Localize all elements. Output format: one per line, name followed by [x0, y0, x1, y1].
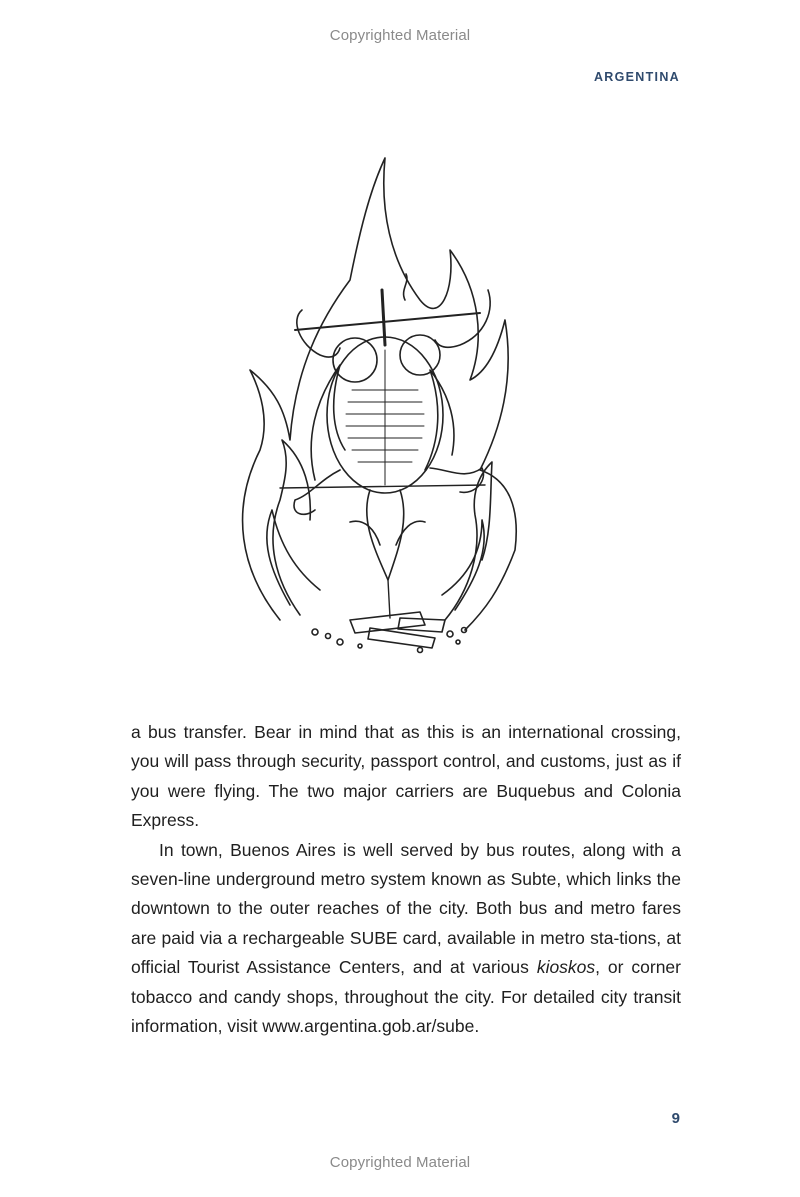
watermark-bottom: Copyrighted Material: [329, 1154, 471, 1171]
right-limb: [435, 290, 490, 347]
paragraph-2: [131, 836, 681, 1042]
paragraph-1: a bus transfer. Bear in mind that as this is an international crossing, you will pass through security, passport control, and customs, just as if you were flying. The two major carriers are Buquebus and Colonia Express.: [131, 722, 681, 831]
watermark-top: Copyrighted Material: [329, 27, 471, 44]
right-leg: [430, 468, 483, 492]
flame-low-right: [442, 520, 484, 610]
page-number: 9: [671, 1110, 680, 1127]
paragraph-2-text-b: , or corner tobacco and candy shops, throughout the city. For detailed city transit information, visit www.argentina.gob.ar/sube.: [131, 957, 681, 1037]
left-leg: [294, 470, 340, 514]
flame-left-inner: [273, 440, 310, 615]
body-text: [131, 718, 681, 1041]
running-head: ARGENTINA: [593, 70, 680, 84]
kioskos-term: kioskos: [536, 957, 596, 978]
asado-illustration: [220, 150, 520, 660]
left-limb: [297, 310, 340, 357]
logs-and-embers: [312, 612, 467, 653]
paragraph-2-text-a: In town, Buenos Aires is well served by bus routes, along with a seven-line underground metro system known as Subte, which links the downtown to the outer reaches of the city. Both bus and metro fares are paid via a rechargeable SUBE card, available in metro sta-tions, at official Tourist Assistance Centers, and at various: [131, 839, 681, 978]
